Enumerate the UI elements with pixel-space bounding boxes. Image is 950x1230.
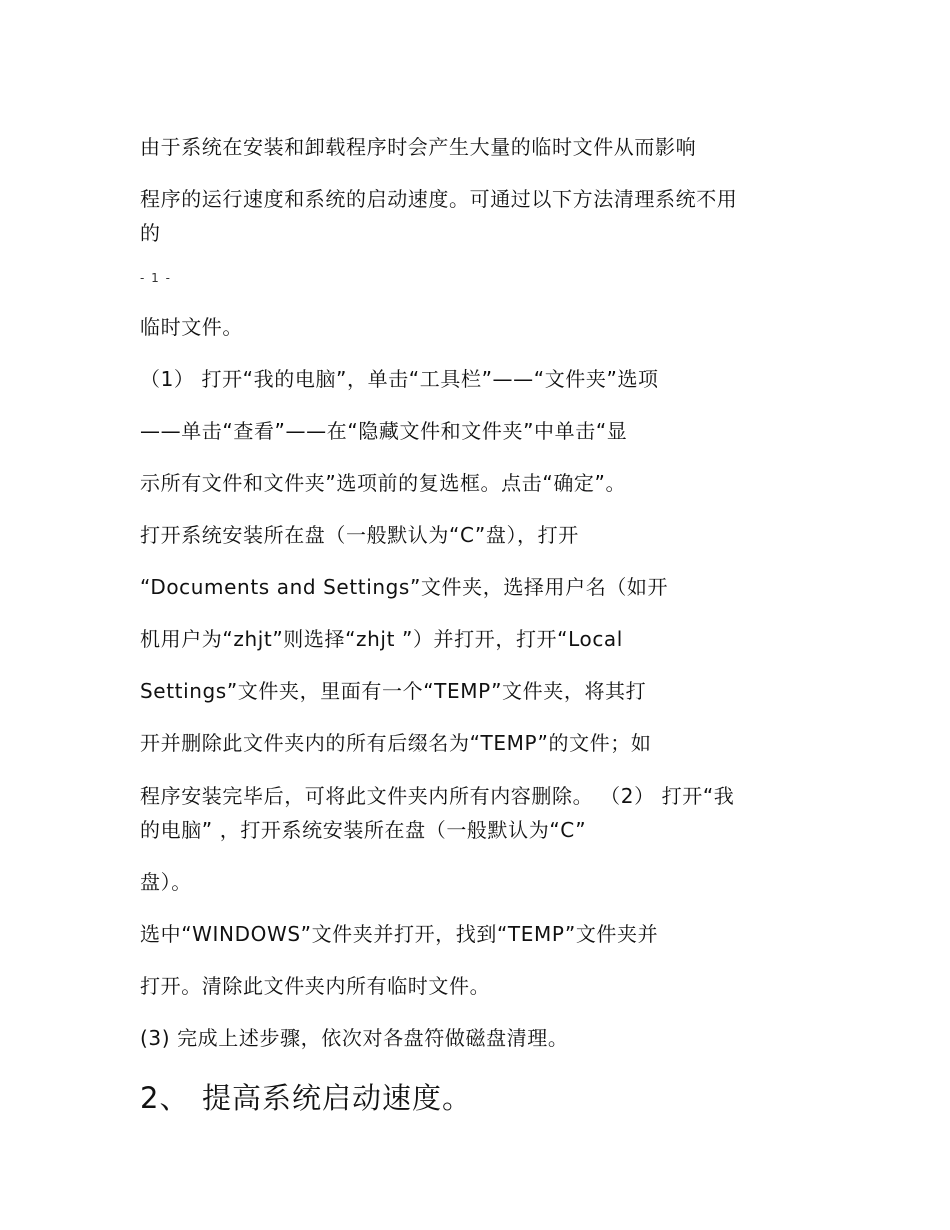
- section-heading: [140, 1081, 472, 1115]
- page-number: - 1 -: [140, 271, 172, 285]
- paragraph-line: (3) 完成上述步骤，依次对各盘符做磁盘清理。: [140, 1026, 569, 1050]
- paragraph-line: 打开系统安装所在盘（一般默认为“C”盘），打开: [140, 523, 579, 547]
- paragraph-line: 机用户为“zhjt”则选择“zhjt ”）并打开，打开“Local: [140, 627, 623, 651]
- paragraph-line: 选中“WINDOWS”文件夹并打开，找到“TEMP”文件夹并: [140, 922, 659, 946]
- section-heading-number: 2、: [140, 1081, 190, 1115]
- paragraph-line: “Documents and Settings”文件夹，选择用户名（如开: [140, 575, 669, 599]
- paragraph-line: ——单击“查看”——在“隐藏文件和文件夹”中单击“显: [140, 419, 628, 443]
- paragraph-line: 盘）。: [140, 870, 192, 894]
- paragraph-line: 的: [140, 221, 161, 245]
- paragraph-line: 开并删除此文件夹内的所有后缀名为“TEMP”的文件；如: [140, 731, 652, 755]
- paragraph-line: 程序的运行速度和系统的启动速度。可通过以下方法清理系统不用: [140, 187, 738, 211]
- paragraph-line: 的电脑” ，打开系统安装所在盘（一般默认为“C”: [140, 818, 587, 842]
- paragraph-line: 打开。清除此文件夹内所有临时文件。: [140, 974, 491, 998]
- paragraph-line: 程序安装完毕后，可将此文件夹内所有内容删除。 （2） 打开“我: [140, 784, 735, 808]
- paragraph-line: （1） 打开“我的电脑”，单击“工具栏”——“文件夹”选项: [140, 367, 659, 391]
- paragraph-line: 临时文件。: [140, 315, 243, 339]
- paragraph-line: 示所有文件和文件夹”选项前的复选框。点击“确定”。: [140, 471, 627, 495]
- paragraph-line: Settings”文件夹，里面有一个“TEMP”文件夹，将其打: [140, 679, 647, 703]
- section-heading-text: 提高系统启动速度。: [202, 1081, 473, 1115]
- paragraph-line: 由于系统在安装和卸载程序时会产生大量的临时文件从而影响: [140, 135, 697, 159]
